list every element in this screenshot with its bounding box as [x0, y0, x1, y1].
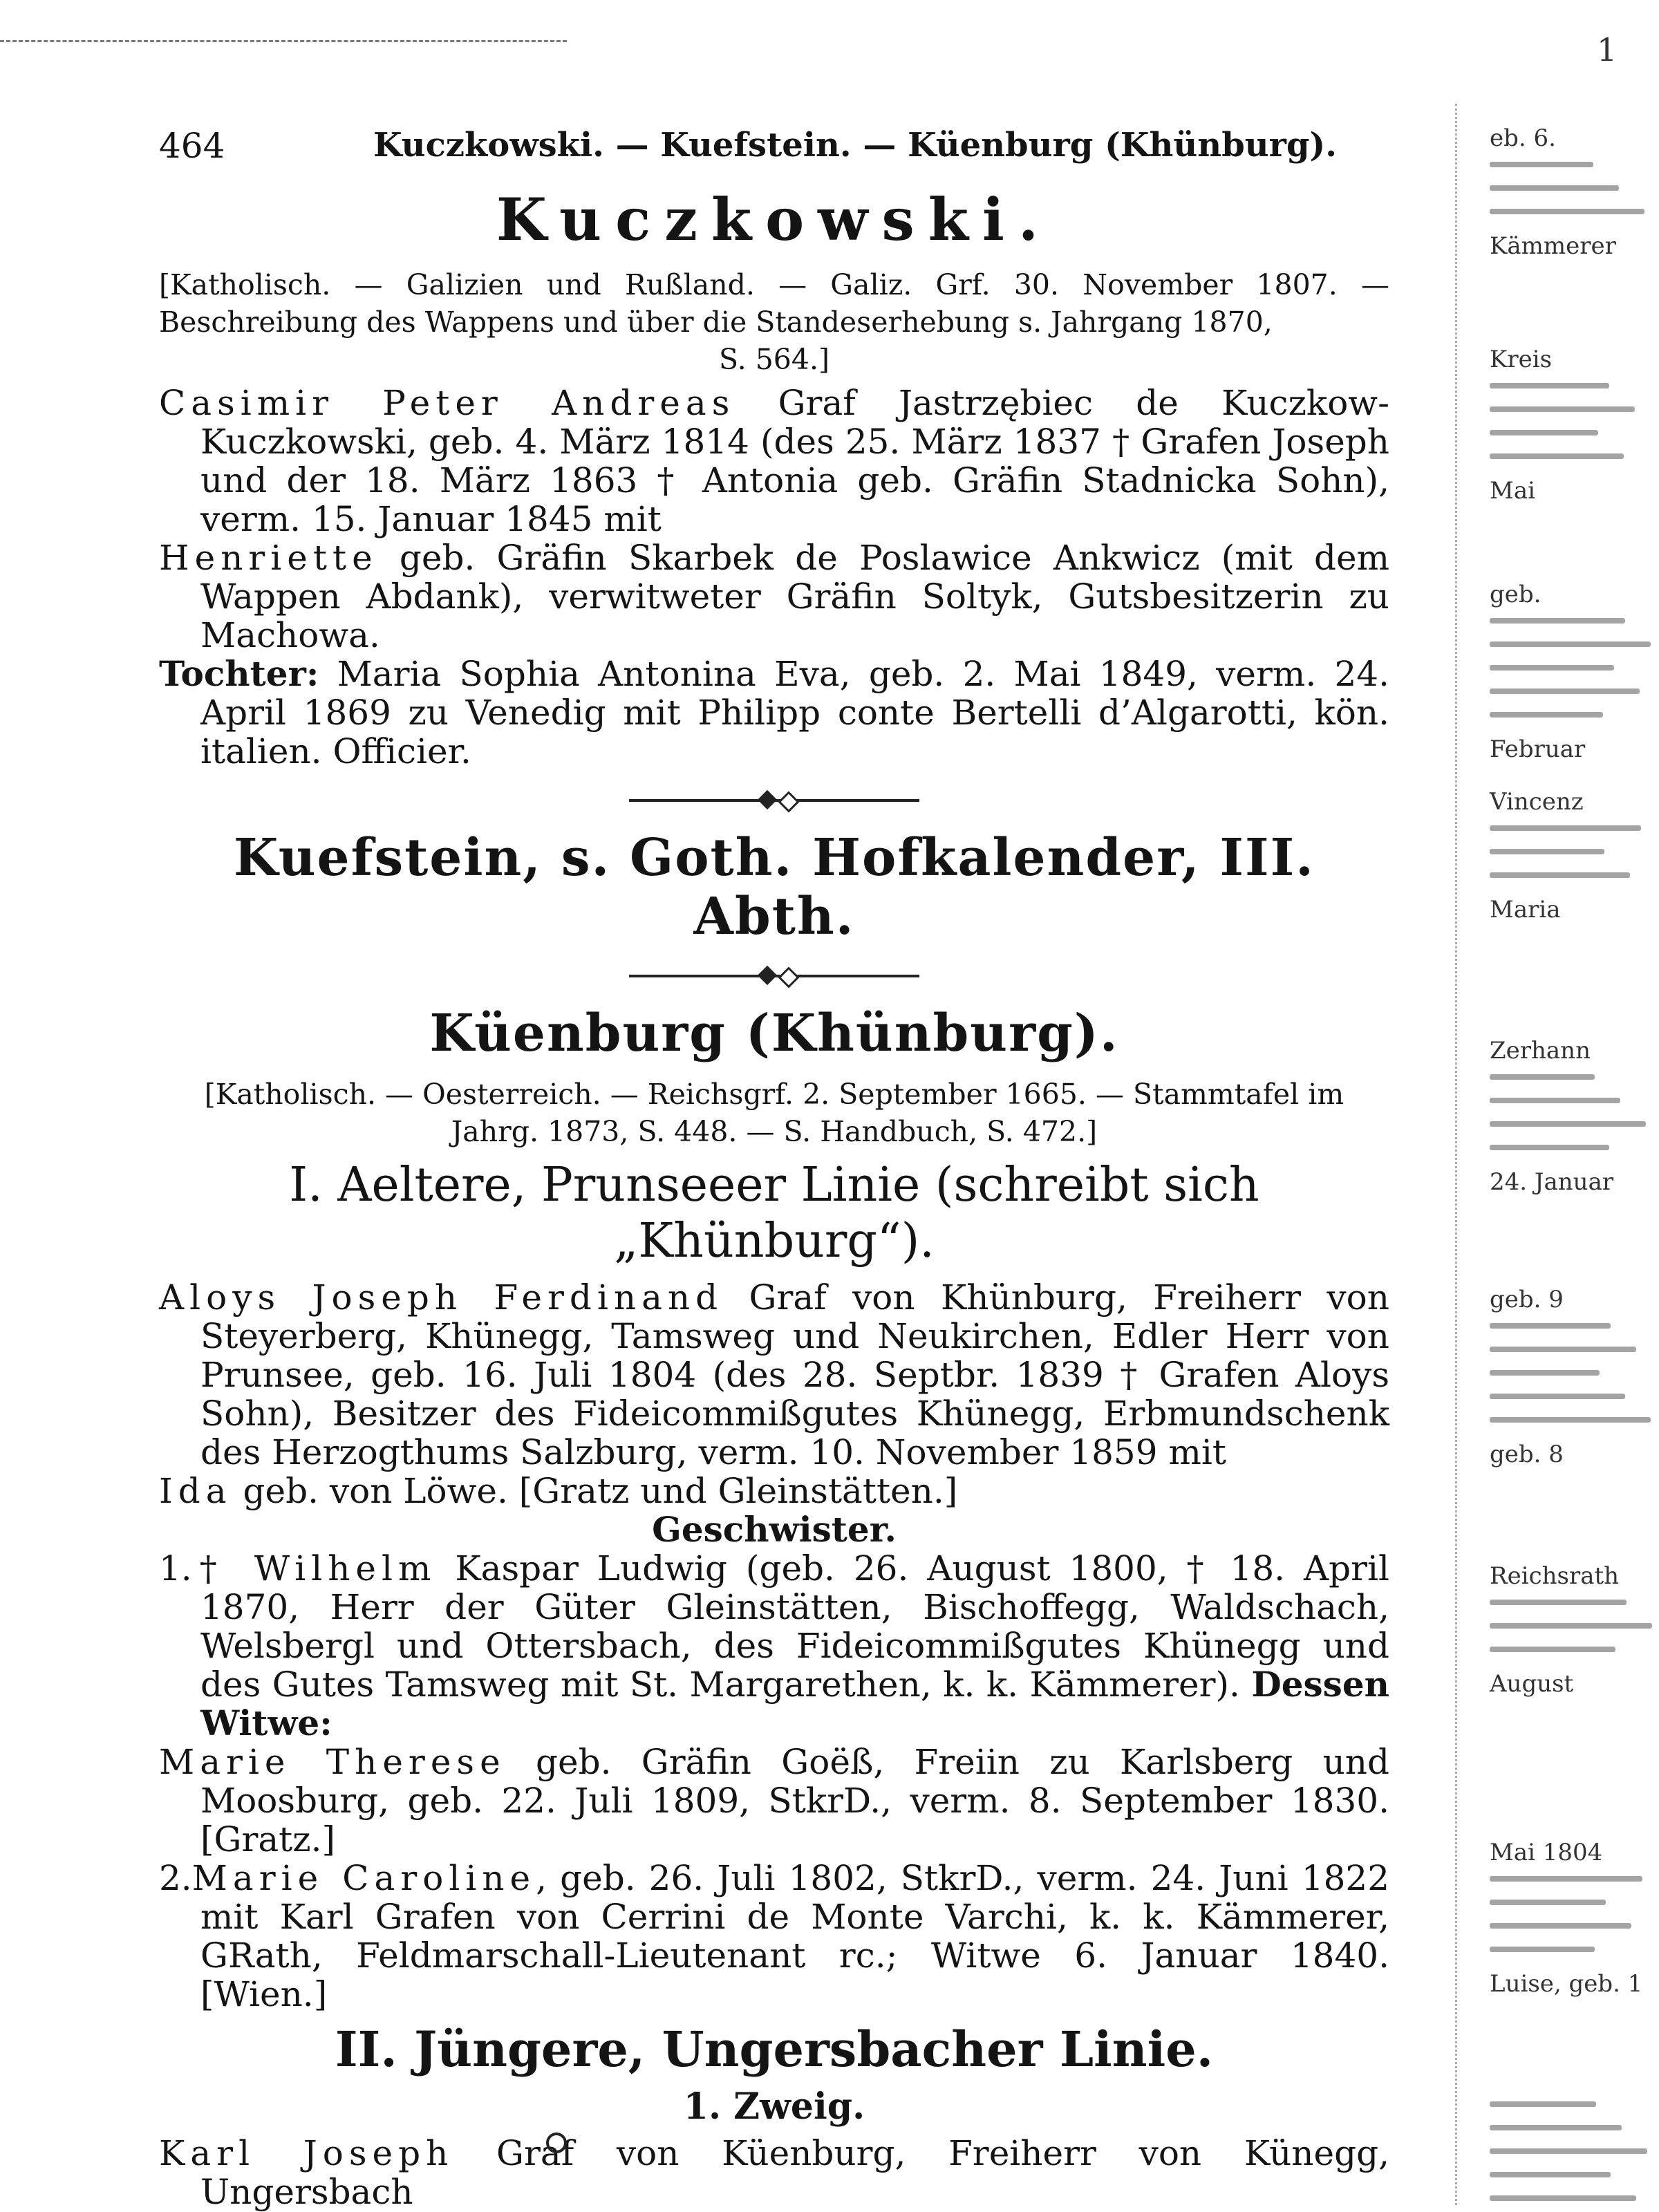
- person-name: Marie Therese: [159, 1742, 506, 1783]
- person-name: Henriette: [159, 537, 378, 578]
- bleed-fragment: Februar: [1490, 735, 1586, 763]
- section-title-kuenburg: Küenburg (Khünburg).: [429, 1003, 1119, 1063]
- bleed-fragment: August: [1490, 1670, 1574, 1698]
- bleed-line: [1490, 1394, 1625, 1399]
- entry-karl-joseph: [159, 2134, 1389, 2211]
- bleed-line: [1490, 688, 1640, 694]
- bleed-line: [1490, 1121, 1646, 1127]
- bleed-block: [1490, 124, 1656, 270]
- entry-text: Maria Sophia Antonina Eva, geb. 2. Mai 1849, verm. 24. April 1869 zu Venedig mit Philipp conte Bertelli d’Algarotti, kön. italien. Officier.: [200, 653, 1389, 771]
- person-name: Marie Caroline: [191, 1858, 536, 1899]
- bleed-line: [1490, 383, 1609, 388]
- sibling-marie-caroline: [159, 1859, 1389, 2014]
- bleed-line: [1490, 2101, 1596, 2107]
- bleed-line: [1490, 712, 1603, 718]
- person-name: Karl Joseph: [159, 2133, 454, 2174]
- bleed-line: [1490, 1623, 1652, 1629]
- item-number: 1.: [159, 1548, 192, 1589]
- bleed-line: [1490, 430, 1598, 435]
- scan-edge-mark: [0, 40, 567, 42]
- running-title: Kuczkowski. — Kuefstein. — Küenburg (Khünburg).: [373, 126, 1337, 165]
- entry-text: , geb. 26. Juli 1802, StkrD., verm. 24. Juni 1822 mit Karl Grafen von Cerrini de Monte Varchi, k. k. Kämmerer, GRath, Feldmarschall-Lieutenant rc.; Witwe 6. Januar 1840. [Wien.]: [200, 1858, 1390, 2015]
- bleed-line: [1490, 209, 1644, 214]
- ornamental-rule: [629, 786, 919, 814]
- entry-text: Kaspar Ludwig (geb. 26. August 1800, † 18. April 1870, Herr der Güter Gleinstätten, Bischoffegg, Waldschach, Welsbergl und Ottersbach, des Fideicommißgutes Khünegg und des Gutes Tamsweg mit St. Margarethen, k. k. Kämmerer).: [200, 1548, 1389, 1705]
- adjacent-page-bleed: [1476, 97, 1659, 2212]
- bleed-fragment: 24. Januar: [1490, 1168, 1614, 1196]
- siblings-heading: Geschwister.: [652, 1509, 897, 1550]
- entry-casimir: [159, 384, 1389, 538]
- bleed-line: [1490, 825, 1641, 831]
- bleed-fragment: Maria: [1490, 896, 1561, 924]
- page-gutter: [1455, 104, 1457, 2205]
- kuczkowski-note-text: [Katholisch. — Galizien und Rußland. — Galiz. Grf. 30. November 1807. — Beschreibung des Wappens und über die Standeserhebung s. Jahrgang 1870,: [159, 268, 1389, 339]
- bleed-line: [1490, 2125, 1622, 2130]
- person-name: Aloys Joseph Ferdinand: [159, 1277, 724, 1318]
- bleed-line: [1490, 641, 1651, 647]
- bleed-block: [1490, 1839, 1656, 2007]
- entry-tochter: [159, 655, 1389, 771]
- bleed-line: [1490, 2172, 1611, 2177]
- entry-label: Dessen Witwe:: [200, 1664, 1389, 1744]
- bleed-line: [1490, 1347, 1636, 1352]
- kuenburg-note-text: [Katholisch. — Oesterreich. — Reichsgrf. 2. September 1665. — Stammtafel im: [204, 1077, 1344, 1111]
- bleed-line: [1490, 1947, 1595, 1952]
- bleed-fragment: Mai: [1490, 477, 1535, 505]
- line-title-elder: I. Aeltere, Prunseeer Linie (schreibt sich „Khünburg“).: [289, 1157, 1259, 1269]
- bleed-line: [1490, 162, 1593, 167]
- bleed-block: [1490, 1286, 1656, 1478]
- bleed-line: [1490, 2148, 1647, 2154]
- bleed-line: [1490, 849, 1604, 854]
- bleed-line: [1490, 665, 1614, 671]
- bleed-block: [1490, 1562, 1656, 1707]
- entry-aloys: [159, 1278, 1389, 1472]
- bleed-fragment: Mai 1804: [1490, 1839, 1603, 1866]
- bleed-block: [1490, 581, 1656, 773]
- bleed-fragment: geb. 9: [1490, 1286, 1564, 1313]
- ornamental-rule: [629, 962, 919, 989]
- bleed-line: [1490, 1600, 1627, 1605]
- kuenburg-note: [159, 1076, 1389, 1150]
- bleed-fragment: Kreis: [1490, 346, 1553, 373]
- entry-text: Graf von Küenburg, Freiherr von Künegg, Ungersbach: [200, 2133, 1389, 2212]
- item-number: 2.: [159, 1858, 192, 1899]
- bleed-fragment: Luise, geb. 1: [1490, 1970, 1643, 1998]
- person-name: Casimir Peter Andreas: [159, 382, 735, 423]
- entry-ida: [159, 1472, 1389, 1510]
- bleed-fragment: eb. 6.: [1490, 124, 1556, 152]
- bleed-line: [1490, 1417, 1651, 1423]
- kuenburg-note-end: Jahrg. 1873, S. 448. — S. Handbuch, S. 472.]: [451, 1114, 1098, 1148]
- bleed-line: [1490, 1074, 1595, 1080]
- bleed-line: [1490, 1370, 1600, 1376]
- bleed-line: [1490, 618, 1625, 624]
- bleed-fragment: Reichsrath: [1490, 1562, 1620, 1590]
- bleed-line: [1490, 1876, 1642, 1882]
- bleed-line: [1490, 1923, 1631, 1929]
- bleed-block: [1490, 788, 1656, 933]
- bleed-line: [1490, 1647, 1615, 1652]
- bleed-block: [1490, 346, 1656, 514]
- entry-label: Tochter:: [159, 653, 319, 694]
- bleed-line: [1490, 185, 1619, 191]
- entry-henriette: [159, 538, 1389, 655]
- bleed-line: [1490, 1098, 1620, 1103]
- bleed-fragment: Zerhann: [1490, 1037, 1591, 1065]
- section-title-kuczkowski: Kuczkowski.: [496, 185, 1053, 254]
- kuczkowski-note: [159, 266, 1389, 378]
- bleed-line: [1490, 2195, 1636, 2201]
- text-column: [159, 187, 1389, 2211]
- bleed-fragment: geb. 8: [1490, 1441, 1564, 1468]
- footer-ornament: [546, 2133, 567, 2153]
- entry-text: geb. von Löwe. [Gratz und Gleinstätten.]: [232, 1471, 958, 1512]
- bleed-line: [1490, 1323, 1611, 1329]
- section-title-kuefstein: Kuefstein, s. Goth. Hofkalender, III. Abth.: [234, 827, 1315, 946]
- entry-text: geb. Gräfin Skarbek de Poslawice Ankwicz (mit dem Wappen Abdank), verwitweter Gräfin Soltyk, Gutsbesitzerin zu Machowa.: [200, 537, 1389, 655]
- line-title-younger: II. Jüngere, Ungersbacher Linie.: [335, 2021, 1214, 2079]
- person-name: Ida: [159, 1471, 232, 1512]
- entry-text: Graf von Khünburg, Freiherr von Steyerberg, Khünegg, Tamsweg und Neukirchen, Edler Herr von Prunsee, geb. 16. Juli 1804 (des 28. Septbr. 1839 † Grafen Aloys Sohn), Besitzer des Fideicommißgutes Khünegg, Erbmundschenk des Herzogthums Salzburg, verm. 10. November 1859 mit: [200, 1277, 1389, 1473]
- bleed-line: [1490, 453, 1624, 459]
- bleed-fragment: geb.: [1490, 581, 1541, 608]
- sibling-wilhelm: [159, 1549, 1389, 1743]
- kuczkowski-note-end: S. 564.]: [719, 342, 830, 376]
- bleed-block: [1490, 2101, 1656, 2212]
- bleed-line: [1490, 1145, 1609, 1150]
- entry-text: geb. Gräfin Goëß, Freiin zu Karlsberg und Moosburg, geb. 22. Juli 1809, StkrD., verm. 8. September 1830. [Gratz.]: [200, 1742, 1389, 1860]
- bleed-fragment: Vincenz: [1490, 788, 1584, 816]
- bleed-fragment: Kämmerer: [1490, 232, 1616, 260]
- corner-mark: 1: [1597, 31, 1618, 68]
- entry-marie-therese: [159, 1743, 1389, 1859]
- bleed-line: [1490, 1900, 1606, 1905]
- branch-title: 1. Zweig.: [683, 2086, 865, 2128]
- entry-text: Graf Jastrzębiec de Kuczkow-Kuczkowski, geb. 4. März 1814 (des 25. März 1837 † Grafen Joseph und der 18. März 1863 † Antonia geb. Gräfin Stadnicka Sohn), verm. 15. Januar 1845 mit: [200, 382, 1389, 539]
- bleed-block: [1490, 1037, 1656, 1206]
- page-number: 464: [159, 126, 225, 166]
- bleed-line: [1490, 872, 1630, 878]
- bleed-line: [1490, 406, 1635, 412]
- person-name: † Wilhelm: [191, 1548, 437, 1589]
